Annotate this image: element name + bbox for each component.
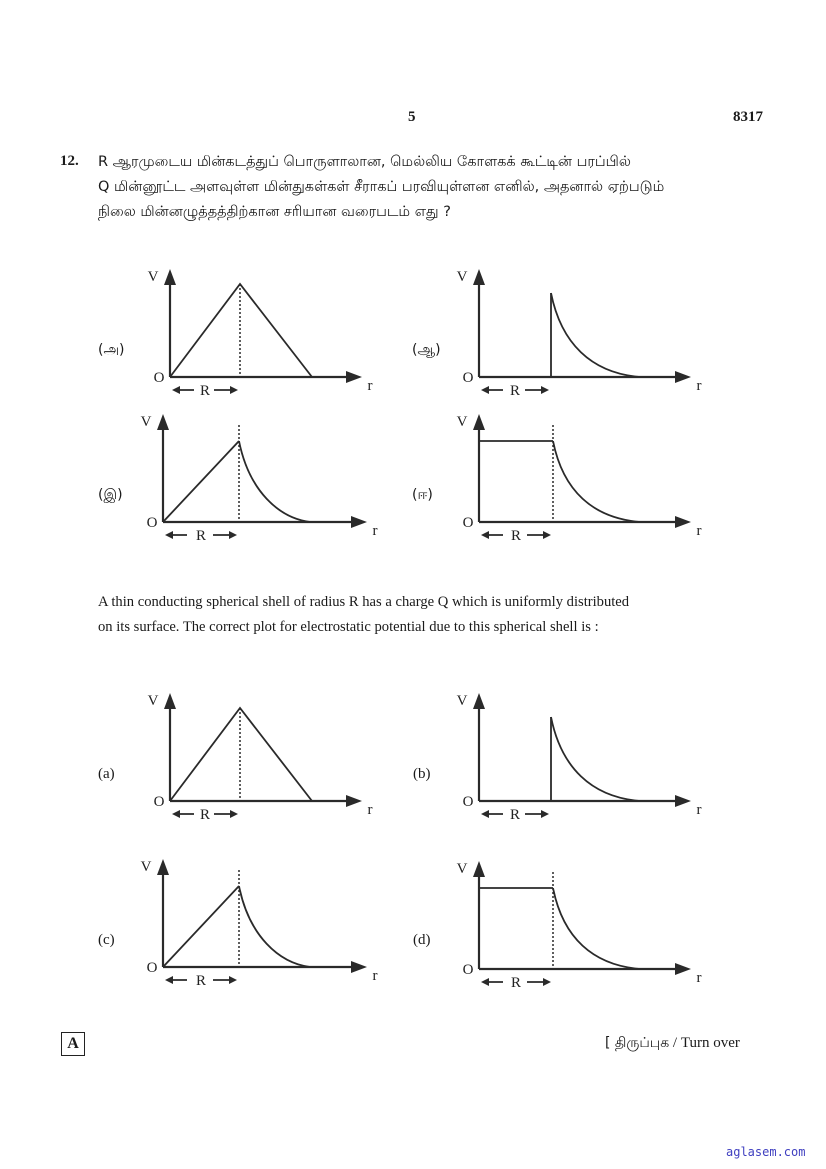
- turn-over-tamil: [ திருப்புக: [605, 1035, 670, 1051]
- arrow-left-icon: [481, 531, 489, 539]
- arrow-left-icon: [481, 810, 489, 818]
- potential-curve: [239, 441, 310, 522]
- graph-english-a: [140, 686, 380, 836]
- question-english-line: on its surface. The correct plot for electrostatic potential due to this spherical shell is :: [98, 618, 599, 635]
- origin-label: O: [462, 794, 474, 810]
- option-label-tamil-d: (ஈ): [412, 487, 433, 503]
- option-label-d: (d): [413, 932, 431, 948]
- y-axis-arrow-icon: [157, 414, 169, 430]
- v-axis-label: V: [456, 414, 468, 430]
- radius-label: R: [195, 528, 207, 544]
- x-axis-arrow-icon: [675, 516, 691, 528]
- question-number: 12.: [60, 153, 79, 169]
- origin-label: O: [146, 960, 158, 976]
- radius-label: R: [199, 383, 211, 399]
- graph-english-b: [449, 686, 702, 836]
- arrow-left-icon: [165, 531, 173, 539]
- arrow-left-icon: [165, 976, 173, 984]
- arrow-right-icon: [541, 810, 549, 818]
- arrow-right-icon: [543, 978, 551, 986]
- potential-curve: [553, 888, 640, 969]
- r-axis-label: r: [367, 802, 373, 818]
- arrow-left-icon: [481, 978, 489, 986]
- r-axis-label: r: [696, 802, 702, 818]
- arrow-right-icon: [229, 976, 237, 984]
- option-label-tamil-a: (அ): [98, 342, 125, 358]
- option-label-tamil-b: (ஆ): [412, 342, 441, 358]
- v-axis-label: V: [456, 269, 468, 285]
- potential-curve: [239, 886, 310, 967]
- y-axis-arrow-icon: [473, 414, 485, 430]
- option-label-a: (a): [98, 766, 115, 782]
- radius-label: R: [509, 383, 521, 399]
- arrow-right-icon: [230, 810, 238, 818]
- origin-label: O: [462, 962, 474, 978]
- radius-label: R: [509, 807, 521, 823]
- potential-line: [163, 886, 239, 967]
- question-english-line: A thin conducting spherical shell of radius R has a charge Q which is uniformly distributed: [98, 594, 630, 610]
- graph-tamil-b: [449, 262, 702, 412]
- question-tamil-line: R ஆரமுடைய மின்கடத்துப் பொருளாலான, மெல்லிய கோளகக் கூட்டின் பரப்பில்: [98, 154, 631, 170]
- arrow-left-icon: [481, 386, 489, 394]
- radius-label: R: [510, 975, 522, 991]
- turn-over-separator: /: [669, 1035, 681, 1051]
- question-tamil-line: Q மின்னூட்ட அளவுள்ள மின்துகள்கள் சீராகப் பரவியுள்ளன எனில், அதனால் ஏற்படும்: [98, 179, 665, 195]
- arrow-left-icon: [172, 386, 180, 394]
- arrow-right-icon: [541, 386, 549, 394]
- y-axis-arrow-icon: [164, 269, 176, 285]
- graph-english-d: [449, 854, 702, 1004]
- arrow-right-icon: [543, 531, 551, 539]
- x-axis-arrow-icon: [346, 371, 362, 383]
- potential-line: [163, 441, 239, 522]
- radius-label: R: [510, 528, 522, 544]
- x-axis-arrow-icon: [675, 795, 691, 807]
- question-tamil: [98, 150, 748, 225]
- origin-label: O: [462, 515, 474, 531]
- v-axis-label: V: [140, 414, 152, 430]
- x-axis-arrow-icon: [351, 961, 367, 973]
- option-label-tamil-c: (இ): [98, 487, 123, 503]
- potential-curve: [551, 293, 640, 377]
- x-axis-arrow-icon: [675, 963, 691, 975]
- turn-over-english: Turn over: [680, 1035, 740, 1051]
- radius-label: R: [195, 973, 207, 989]
- origin-label: O: [462, 370, 474, 386]
- graph-english-c: [133, 852, 378, 1002]
- y-axis-arrow-icon: [164, 693, 176, 709]
- y-axis-arrow-icon: [157, 859, 169, 875]
- option-label-b: (b): [413, 766, 431, 782]
- x-axis-arrow-icon: [351, 516, 367, 528]
- y-axis-arrow-icon: [473, 269, 485, 285]
- arrow-left-icon: [172, 810, 180, 818]
- origin-label: O: [153, 794, 165, 810]
- x-axis-arrow-icon: [346, 795, 362, 807]
- graph-tamil-c: [133, 407, 378, 557]
- y-axis-arrow-icon: [473, 861, 485, 877]
- r-axis-label: r: [696, 970, 702, 986]
- y-axis-arrow-icon: [473, 693, 485, 709]
- page-number: 5: [408, 109, 416, 125]
- potential-curve: [551, 717, 640, 801]
- v-axis-label: V: [456, 861, 468, 877]
- r-axis-label: r: [367, 378, 373, 394]
- question-english: [98, 590, 748, 639]
- turn-over-note: [605, 1035, 740, 1053]
- v-axis-label: V: [147, 693, 159, 709]
- potential-curve: [170, 284, 312, 377]
- arrow-right-icon: [230, 386, 238, 394]
- v-axis-label: V: [147, 269, 159, 285]
- origin-label: O: [146, 515, 158, 531]
- potential-curve: [170, 708, 312, 801]
- r-axis-label: r: [372, 523, 378, 539]
- r-axis-label: r: [696, 378, 702, 394]
- v-axis-label: V: [140, 859, 152, 875]
- option-label-c: (c): [98, 932, 115, 948]
- paper-code: 8317: [733, 109, 763, 125]
- radius-label: R: [199, 807, 211, 823]
- graph-tamil-d: [449, 407, 702, 557]
- potential-curve: [553, 441, 640, 522]
- x-axis-arrow-icon: [675, 371, 691, 383]
- graph-tamil-a: [140, 262, 380, 412]
- r-axis-label: r: [372, 968, 378, 984]
- origin-label: O: [153, 370, 165, 386]
- set-code-box: A: [61, 1032, 85, 1056]
- arrow-right-icon: [229, 531, 237, 539]
- question-tamil-line: நிலை மின்னழுத்தத்திற்கான சரியான வரைபடம் எது ?: [98, 204, 451, 220]
- r-axis-label: r: [696, 523, 702, 539]
- v-axis-label: V: [456, 693, 468, 709]
- watermark: aglasem.com: [726, 1145, 806, 1159]
